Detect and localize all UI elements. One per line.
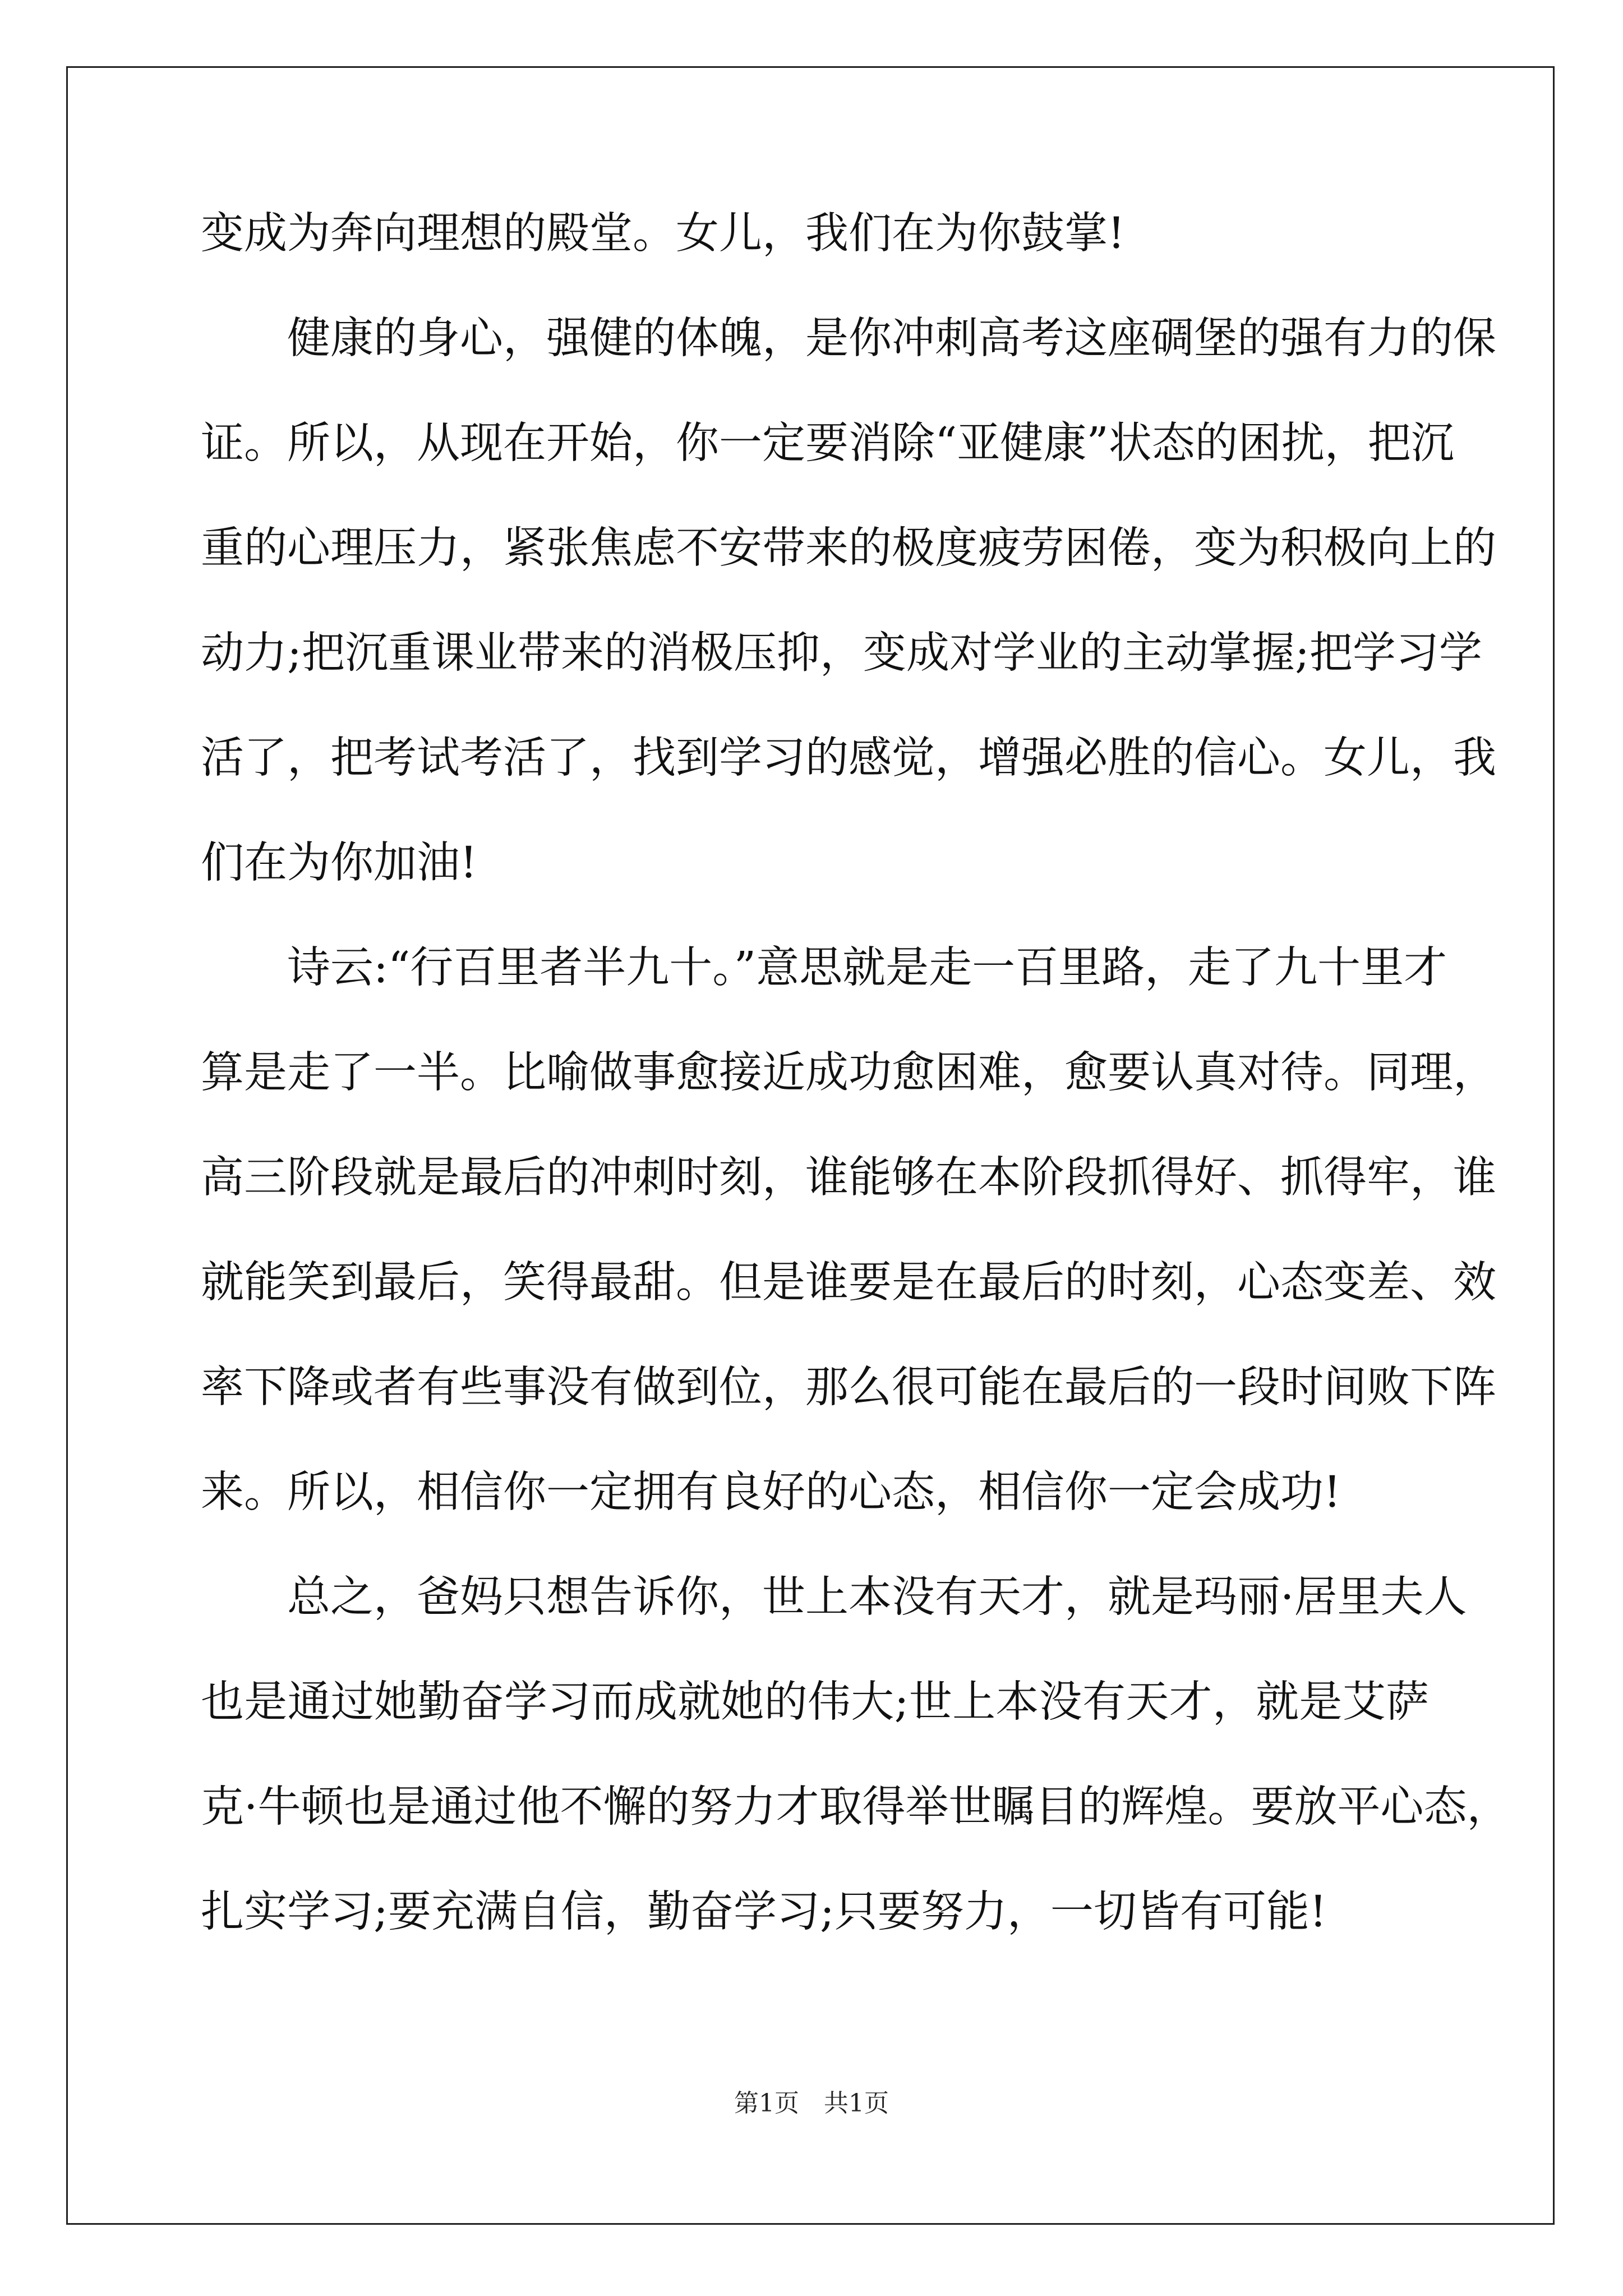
text-line: 来。所以，相信你一定拥有良好的心态，相信你一定会成功! <box>201 1467 1341 1517</box>
text-line: 算是走了一半。比喻做事愈接近成功愈困难，愈要认真对待。同理， <box>201 1048 1496 1098</box>
text-line: 扎实学习;要充满自信，勤奋学习;只要努力，一切皆有可能! <box>201 1887 1327 1937</box>
text-line: 健康的身心，强健的体魄，是你冲刺高考这座碉堡的强有力的保 <box>201 314 1496 364</box>
text-line: 克·牛顿也是通过他不懈的努力才取得举世瞩目的辉煌。要放平心态， <box>201 1782 1510 1832</box>
text-line: 们在为你加油! <box>201 838 477 888</box>
text-line: 总之，爸妈只想告诉你，世上本没有天才，就是玛丽·居里夫人 <box>201 1572 1467 1622</box>
text-line: 重的心理压力，紧张焦虑不安带来的极度疲劳困倦，变为积极向上的 <box>201 523 1496 573</box>
page-footer: 第1页 共1页 <box>734 2089 889 2118</box>
text-line: 诗云:“行百里者半九十。”意思就是走一百里路，走了九十里才 <box>201 943 1447 993</box>
text-line: 率下降或者有些事没有做到位，那么很可能在最后的一段时间败下阵 <box>201 1363 1496 1412</box>
text-line: 高三阶段就是最后的冲刺时刻，谁能够在本阶段抓得好、抓得牢，谁 <box>201 1153 1496 1203</box>
text-line: 活了，把考试考活了，找到学习的感觉，增强必胜的信心。女儿，我 <box>201 733 1496 783</box>
text-line: 证。所以，从现在开始，你一定要消除“亚健康”状态的困扰，把沉 <box>201 418 1454 468</box>
text-line: 变成为奔向理想的殿堂。女儿，我们在为你鼓掌! <box>201 209 1125 259</box>
text-line: 动力;把沉重课业带来的消极压抑，变成对学业的主动掌握;把学习学 <box>201 628 1482 678</box>
text-line: 就能笑到最后，笑得最甜。但是谁要是在最后的时刻，心态变差、效 <box>201 1258 1496 1308</box>
text-line: 也是通过她勤奋学习而成就她的伟大;世上本没有天才，就是艾萨 <box>201 1677 1429 1727</box>
